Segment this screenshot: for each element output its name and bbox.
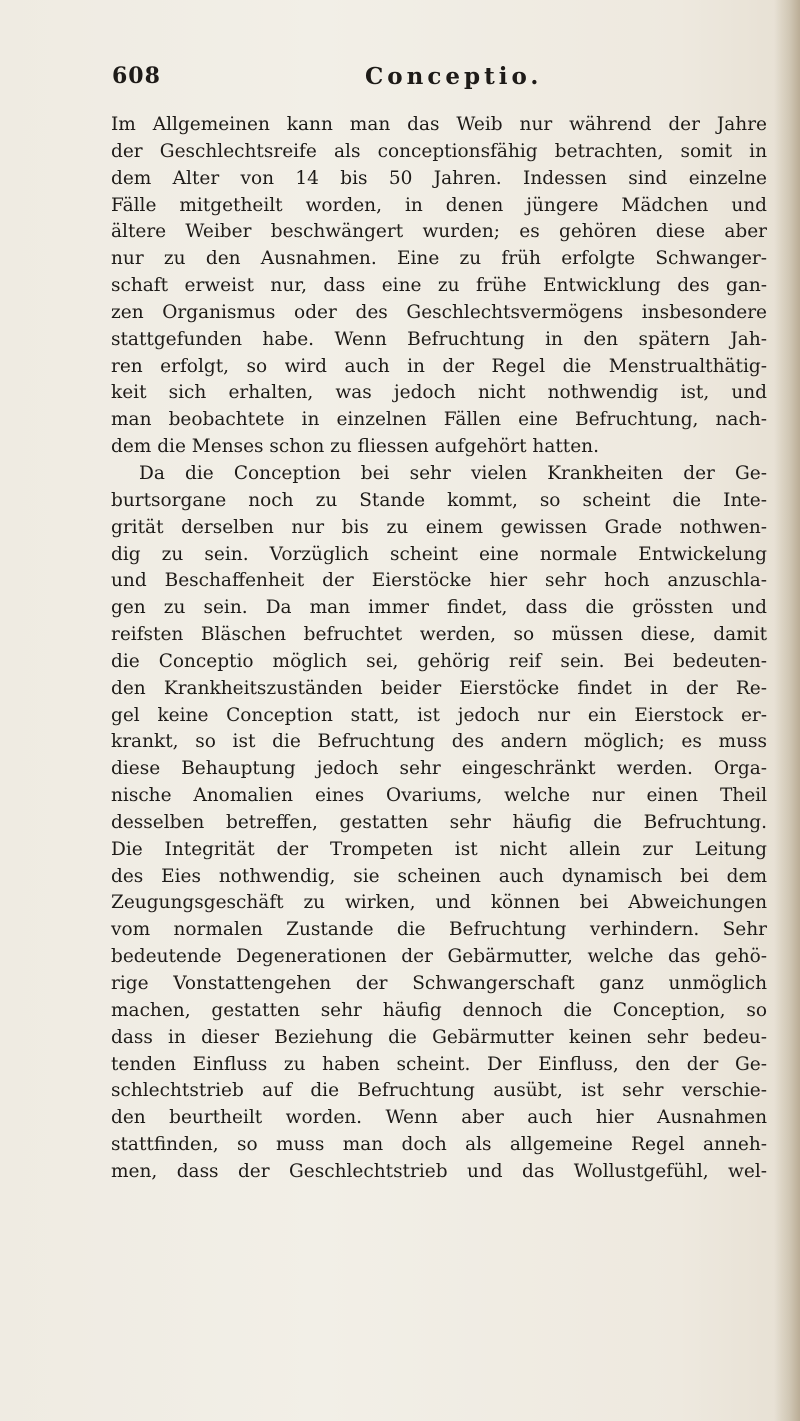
text-line: Fälle mitgetheilt worden, in denen jüngere Mädchen und	[111, 194, 767, 216]
text-line: den Krankheitszuständen beider Eierstöcke findet in der Re-	[111, 677, 767, 699]
text-line: der Geschlechtsreife als conceptionsfähig betrachten, somit in	[111, 140, 767, 162]
text-line: gen zu sein. Da man immer findet, dass die grössten und	[111, 597, 767, 619]
text-line: vom normalen Zustande die Befruchtung verhindern. Sehr	[111, 919, 767, 941]
text-line: und Beschaffenheit der Eierstöcke hier sehr hoch anzuschla-	[111, 570, 767, 592]
text-line: man beobachtete in einzelnen Fällen eine Befruchtung, nach-	[111, 409, 767, 431]
text-line: tenden Einfluss zu haben scheint. Der Einfluss, den der Ge-	[111, 1053, 767, 1075]
text-line: des Eies nothwendig, sie scheinen auch dynamisch bei dem	[111, 865, 767, 887]
text-line: nur zu den Ausnahmen. Eine zu früh erfolgte Schwanger-	[111, 248, 767, 270]
text-line: dig zu sein. Vorzüglich scheint eine normale Entwickelung	[111, 543, 767, 565]
text-line: men, dass der Geschlechtstrieb und das Wollustgefühl, wel-	[111, 1160, 767, 1182]
text-line: machen, gestatten sehr häufig dennoch die Conception, so	[111, 999, 767, 1021]
text-line: nische Anomalien eines Ovariums, welche nur einen Theil	[111, 785, 767, 807]
page-number: 608	[112, 63, 161, 89]
text-line: gel keine Conception statt, ist jedoch nur ein Eierstock er-	[111, 704, 767, 726]
paragraph-end-line: dem die Menses schon zu fliessen aufgehört hatten.	[111, 436, 599, 458]
text-line: schaft erweist nur, dass eine zu frühe Entwicklung des gan-	[111, 275, 767, 297]
text-line: desselben betreffen, gestatten sehr häufig die Befruchtung.	[111, 811, 767, 833]
page-edge-shadow	[774, 0, 800, 1421]
text-line: stattgefunden habe. Wenn Befruchtung in den spätern Jah-	[111, 328, 767, 350]
paragraph-start-line: Da die Conception bei sehr vielen Krankheiten der Ge-	[139, 462, 767, 484]
text-line: die Conceptio möglich sei, gehörig reif sein. Bei bedeuten-	[111, 650, 767, 672]
text-line: rige Vonstattengehen der Schwangerschaft ganz unmöglich	[111, 973, 767, 994]
text-line: den beurtheilt worden. Wenn aber auch hier Ausnahmen	[111, 1107, 767, 1129]
text-line: reifsten Bläschen befruchtet werden, so müssen diese, damit	[111, 624, 767, 646]
text-line: ältere Weiber beschwängert wurden; es gehören diese aber	[111, 221, 767, 243]
text-line: dem Alter von 14 bis 50 Jahren. Indessen sind einzelne	[111, 167, 767, 189]
running-head: Conceptio.	[365, 63, 543, 90]
text-line: stattfinden, so muss man doch als allgemeine Regel anneh-	[111, 1134, 767, 1156]
text-line: diese Behauptung jedoch sehr eingeschränkt werden. Orga-	[111, 758, 767, 780]
text-line: Zeugungsgeschäft zu wirken, und können bei Abweichungen	[111, 892, 767, 914]
text-line: Im Allgemeinen kann man das Weib nur während der Jahre	[111, 114, 767, 135]
text-line: burtsorgane noch zu Stande kommt, so scheint die Inte-	[111, 489, 767, 511]
text-line: keit sich erhalten, was jedoch nicht nothwendig ist, und	[111, 382, 767, 404]
text-line: schlechtstrieb auf die Befruchtung ausübt, ist sehr verschie-	[111, 1080, 767, 1102]
text-line: zen Organismus oder des Geschlechtsvermögens insbesondere	[111, 301, 767, 323]
text-line: Die Integrität der Trompeten ist nicht allein zur Leitung	[111, 838, 767, 860]
text-line: bedeutende Degenerationen der Gebärmutter, welche das gehö-	[111, 946, 767, 968]
page-header	[0, 63, 800, 95]
body-text	[111, 112, 767, 1186]
text-line: krankt, so ist die Befruchtung des andern möglich; es muss	[111, 731, 767, 753]
text-line: ren erfolgt, so wird auch in der Regel die Menstrualthätig-	[111, 355, 767, 377]
text-line: grität derselben nur bis zu einem gewissen Grade nothwen-	[111, 516, 767, 538]
text-line: dass in dieser Beziehung die Gebärmutter keinen sehr bedeu-	[111, 1026, 767, 1048]
